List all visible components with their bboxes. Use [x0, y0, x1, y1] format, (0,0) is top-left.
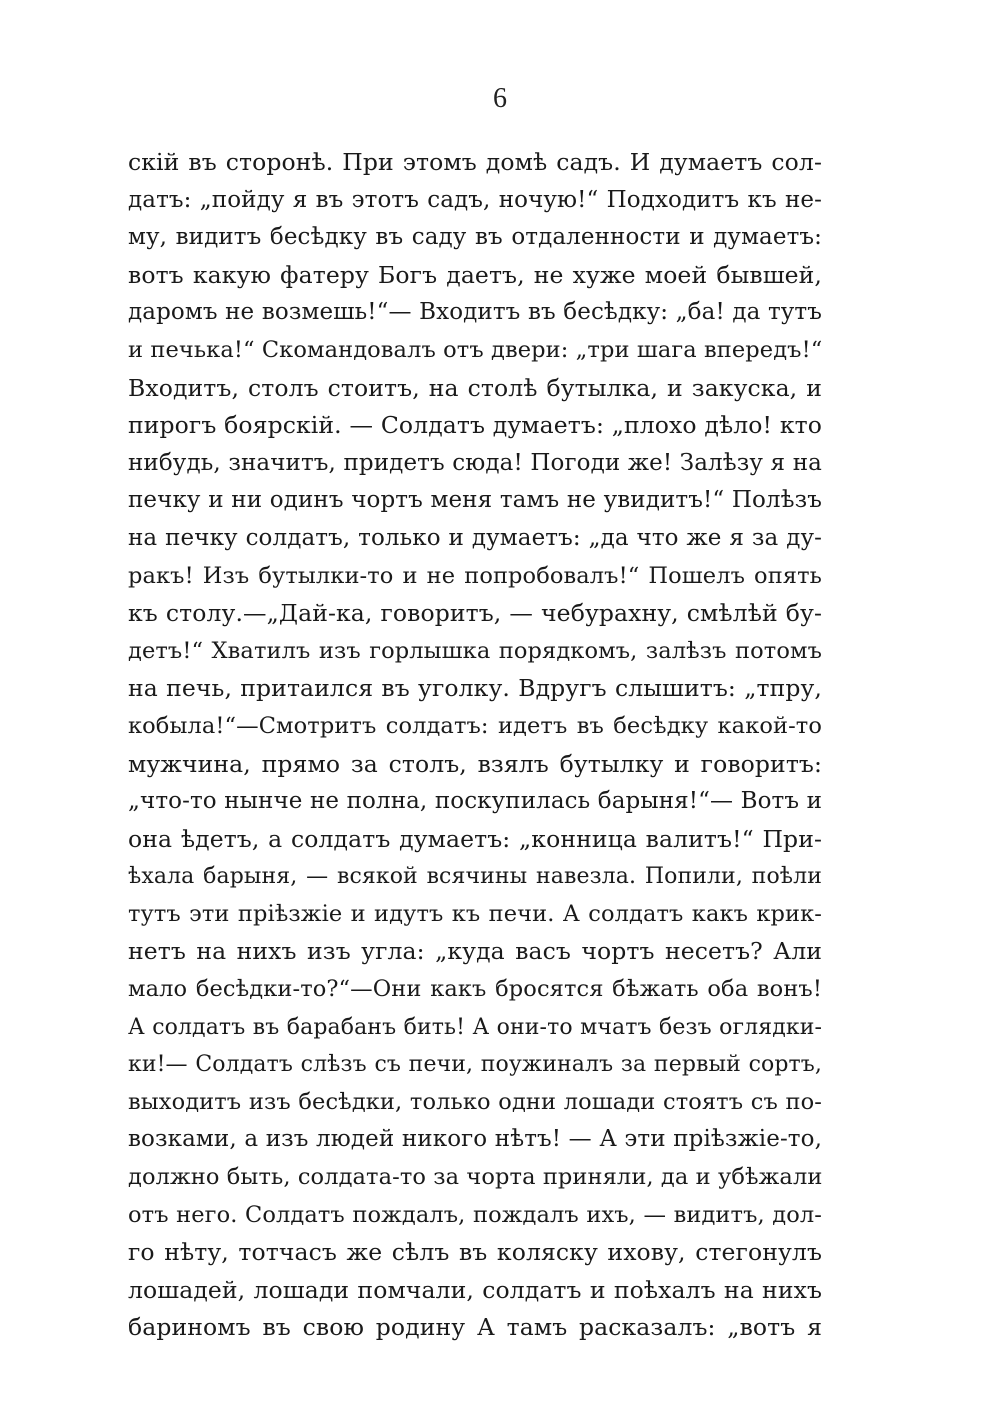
text-line: мало бесѣдки-то?“—Они какъ бросятся бѣжать оба вонъ! — [128, 976, 822, 1003]
text-line: даромъ не возмешь!“— Входитъ въ бесѣдку: „ба! да тутъ — [128, 299, 822, 326]
text-line: тутъ эти пріѣзжіе и идутъ къ печи. А солдатъ какъ крик- — [128, 900, 822, 927]
text-line: нибудь, значитъ, придетъ сюда! Погоди же! Залѣзу я на — [128, 449, 822, 476]
text-line: бариномъ въ свою родину А тамъ расказалъ: „вотъ я — [128, 1313, 822, 1342]
text-line: отъ него. Солдатъ пождалъ, пождалъ ихъ, — видитъ, дол- — [128, 1201, 822, 1228]
text-line: му, видитъ бесѣдку въ саду въ отдаленности и думаетъ: — [128, 224, 822, 251]
text-line: датъ: „пойду я въ этотъ садъ, ночую!“ Подходитъ къ не- — [128, 186, 822, 213]
text-line: лошадей, лошади помчали, солдатъ и поѣхалъ на нихъ — [128, 1275, 822, 1304]
text-line: „что-то нынче не полна, поскупилась барыня!“— Вотъ и — [128, 788, 822, 815]
text-line: А солдатъ въ барабанъ бить! А они-то мчатъ безъ оглядки- — [128, 1014, 822, 1040]
text-line: и печька!“ Скомандовалъ отъ двери: „три шага впередъ!“ — [128, 336, 823, 363]
text-line: кобыла!“—Смотритъ солдатъ: идетъ въ бесѣдку какой-то — [128, 712, 822, 739]
text-line: на печь, притаился въ уголку. Вдругъ слышитъ: „тпру, — [128, 674, 822, 703]
text-line: она ѣдетъ, а солдатъ думаетъ: „конница валитъ!“ При- — [128, 824, 822, 853]
text-line: скій въ сторонѣ. При этомъ домѣ садъ. И думаетъ сол- — [128, 148, 822, 176]
text-line: на печку солдатъ, только и думаетъ: „да что же я за ду- — [128, 524, 822, 551]
text-line: ракъ! Изъ бутылки-то и не попробовалъ!“ Пошелъ опять — [128, 562, 822, 589]
text-line: печку и ни одинъ чортъ меня тамъ не увидитъ!“ Полѣзъ — [128, 487, 822, 514]
text-line: Входитъ, столъ стоитъ, на столѣ бутылка, и закуска, и — [128, 373, 822, 402]
text-line: должно быть, солдата-то за чорта приняли, да и убѣжали — [128, 1164, 823, 1191]
text-line: пирогъ боярскій. — Солдатъ думаетъ: „плохо дѣло! кто — [128, 411, 822, 440]
text-line: детъ!“ Хватилъ изъ горлышка порядкомъ, залѣзъ потомъ — [128, 637, 822, 664]
text-line: къ столу.—„Дай-ка, говоритъ, — чебурахну, смѣлѣй бу- — [128, 599, 822, 628]
text-line: мужчина, прямо за столъ, взялъ бутылку и говоритъ: — [128, 749, 822, 778]
text-line: вотъ какую фатеру Богъ даетъ, не хуже моей бывшей, — [128, 260, 822, 289]
text-line: ѣхала барыня, — всякой всячины навезла. Попили, поѣли — [128, 864, 822, 890]
text-line: нетъ на нихъ изъ угла: „куда васъ чортъ несетъ? Али — [128, 937, 822, 966]
text-line: ки!— Солдатъ слѣзъ съ печи, поужиналъ за первый сортъ, — [128, 1052, 822, 1078]
page-number: 6 — [493, 83, 507, 114]
text-line: возками, а изъ людей никого нѣтъ! — А эти пріѣзжіе-то, — [128, 1126, 822, 1153]
text-line: го нѣту, тотчасъ же сѣлъ въ коляску ихову, стегонулъ — [128, 1238, 822, 1267]
text-line: выходитъ изъ бесѣдки, только одни лошади стоятъ съ по- — [128, 1088, 822, 1115]
body-text — [128, 144, 822, 1347]
